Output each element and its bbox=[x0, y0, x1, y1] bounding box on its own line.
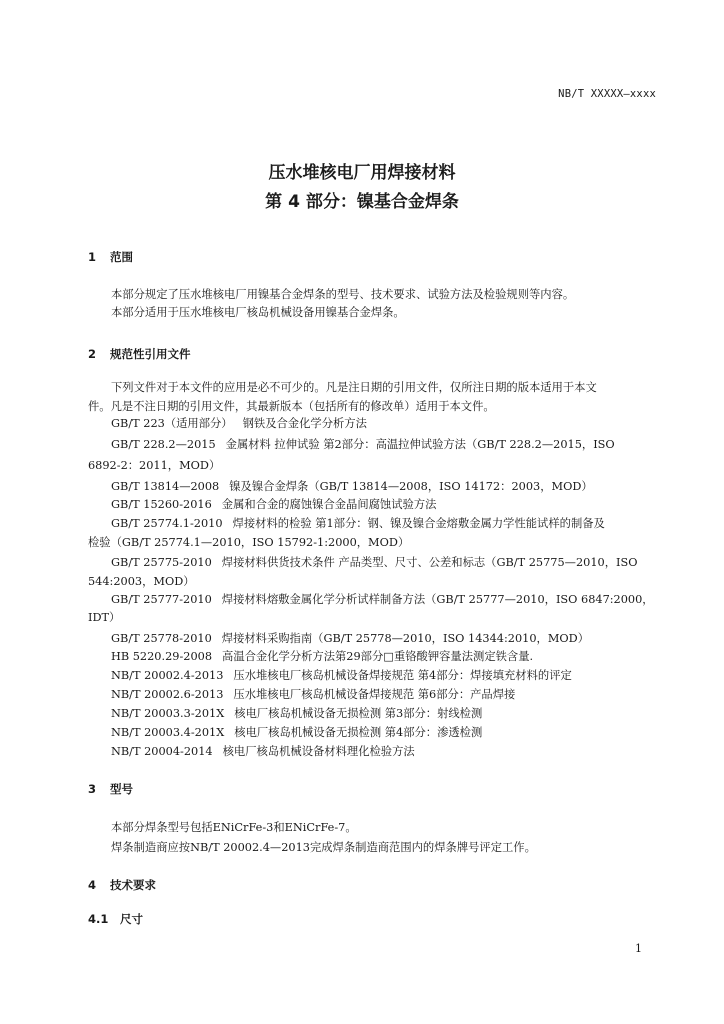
section-2-intro-line-2: 件。凡是不注日期的引用文件，其最新版本（包括所有的修改单）适用于本文件。 bbox=[88, 400, 495, 413]
ref-item bbox=[111, 554, 638, 570]
page-number: 1 bbox=[635, 942, 642, 955]
ref-code: HB 5220.29-2008 bbox=[111, 650, 213, 663]
ref-code: GB/T 25777-2010 bbox=[111, 593, 212, 606]
section-2-intro-line-1: 下列文件对于本文件的应用是必不可少的。凡是注日期的引用文件，仅所注日期的版本适用于本文 bbox=[111, 381, 597, 394]
section-1-heading bbox=[88, 249, 133, 265]
ref-code: NB/T 20003.3-201X bbox=[111, 707, 225, 720]
ref-title: 核电厂核岛机械设备材料理化检验方法 bbox=[222, 745, 415, 758]
ref-title: 核电厂核岛机械设备无损检测 第4部分：渗透检测 bbox=[234, 726, 483, 739]
ref-title: 压水堆核电厂核岛机械设备焊接规范 第6部分：产品焊接 bbox=[233, 688, 516, 701]
section-4-heading bbox=[88, 877, 156, 893]
ref-continuation: 检验（GB/T 25774.1—2010，ISO 15792-1:2000，MOD） bbox=[88, 536, 410, 549]
ref-item bbox=[111, 496, 436, 512]
ref-code: GB/T 223（适用部分） bbox=[111, 417, 233, 430]
ref-item bbox=[111, 724, 482, 740]
subsection-title: 尺寸 bbox=[120, 912, 144, 926]
ref-title: 焊接材料的检验 第1部分：钢、镍及镍合金熔敷金属力学性能试样的制备及 bbox=[232, 517, 605, 530]
ref-item bbox=[111, 667, 572, 683]
ref-continuation: IDT） bbox=[88, 611, 121, 624]
standard-number: NB/T XXXXX—xxxx bbox=[558, 88, 656, 100]
ref-continuation: 544:2003，MOD） bbox=[88, 575, 195, 588]
ref-item bbox=[111, 515, 605, 531]
ref-title: 镍及镍合金焊条（GB/T 13814—2008，ISO 14172：2003，MOD） bbox=[229, 480, 593, 493]
ref-title: 钢铁及合金化学分析方法 bbox=[242, 417, 367, 430]
document-title-line1: 压水堆核电厂用焊接材料 bbox=[268, 163, 456, 183]
section-number: 4 bbox=[88, 878, 97, 892]
subsection-4-1-heading bbox=[88, 911, 143, 927]
ref-title: 高温合金化学分析方法第29部分□重铬酸钾容量法测定铁含量. bbox=[222, 650, 534, 663]
section-3-para-2: 焊条制造商应按NB/T 20002.4—2013完成焊条制造商范围内的焊条牌号评定工作。 bbox=[111, 841, 536, 854]
ref-item bbox=[111, 478, 593, 494]
ref-title: 焊接材料采购指南（GB/T 25778—2010，ISO 14344:2010，MOD） bbox=[221, 632, 590, 645]
document-title-line2: 第 4 部分：镍基合金焊条 bbox=[265, 192, 459, 212]
section-title: 技术要求 bbox=[110, 878, 157, 892]
section-number: 1 bbox=[88, 250, 97, 264]
ref-code: GB/T 25778-2010 bbox=[111, 632, 212, 645]
ref-item bbox=[111, 705, 482, 721]
section-2-heading bbox=[88, 346, 191, 362]
ref-code: NB/T 20003.4-201X bbox=[111, 726, 225, 739]
ref-item bbox=[111, 630, 589, 646]
section-1-para-2: 本部分适用于压水堆核电厂核岛机械设备用镍基合金焊条。 bbox=[111, 306, 405, 319]
section-title: 规范性引用文件 bbox=[110, 347, 191, 361]
ref-code: GB/T 25775-2010 bbox=[111, 556, 212, 569]
ref-title: 焊接材料熔敷金属化学分析试样制备方法（GB/T 25777—2010，ISO 6847:2000， bbox=[221, 593, 654, 606]
section-title: 范围 bbox=[110, 250, 134, 264]
ref-title: 核电厂核岛机械设备无损检测 第3部分：射线检测 bbox=[234, 707, 483, 720]
ref-title: 金属材料 拉伸试验 第2部分：高温拉伸试验方法（GB/T 228.2—2015，ISO bbox=[225, 438, 615, 451]
section-number: 3 bbox=[88, 782, 97, 796]
ref-item bbox=[111, 743, 415, 759]
ref-title: 压水堆核电厂核岛机械设备焊接规范 第4部分：焊接填充材料的评定 bbox=[233, 669, 572, 682]
ref-code: GB/T 228.2—2015 bbox=[111, 438, 216, 451]
ref-code: NB/T 20004-2014 bbox=[111, 745, 213, 758]
subsection-number: 4.1 bbox=[88, 912, 109, 926]
ref-item bbox=[111, 648, 533, 664]
section-3-para-1: 本部分焊条型号包括ENiCrFe-3和ENiCrFe-7。 bbox=[111, 821, 357, 834]
ref-item bbox=[111, 686, 515, 702]
ref-title: 焊接材料供货技术条件 产品类型、尺寸、公差和标志（GB/T 25775—2010，ISO bbox=[221, 556, 638, 569]
ref-code: GB/T 13814—2008 bbox=[111, 480, 220, 493]
ref-item bbox=[111, 591, 654, 607]
ref-item bbox=[111, 436, 615, 452]
ref-code: NB/T 20002.6-2013 bbox=[111, 688, 224, 701]
section-title: 型号 bbox=[110, 782, 134, 796]
ref-item bbox=[111, 415, 367, 431]
ref-code: GB/T 15260-2016 bbox=[111, 498, 212, 511]
section-number: 2 bbox=[88, 347, 97, 361]
ref-continuation: 6892-2：2011，MOD） bbox=[88, 459, 221, 472]
section-3-heading bbox=[88, 781, 133, 797]
ref-code: NB/T 20002.4-2013 bbox=[111, 669, 224, 682]
ref-code: GB/T 25774.1-2010 bbox=[111, 517, 223, 530]
section-1-para-1: 本部分规定了压水堆核电厂用镍基合金焊条的型号、技术要求、试验方法及检验规则等内容。 bbox=[111, 288, 575, 301]
ref-title: 金属和合金的腐蚀镍合金晶间腐蚀试验方法 bbox=[221, 498, 437, 511]
